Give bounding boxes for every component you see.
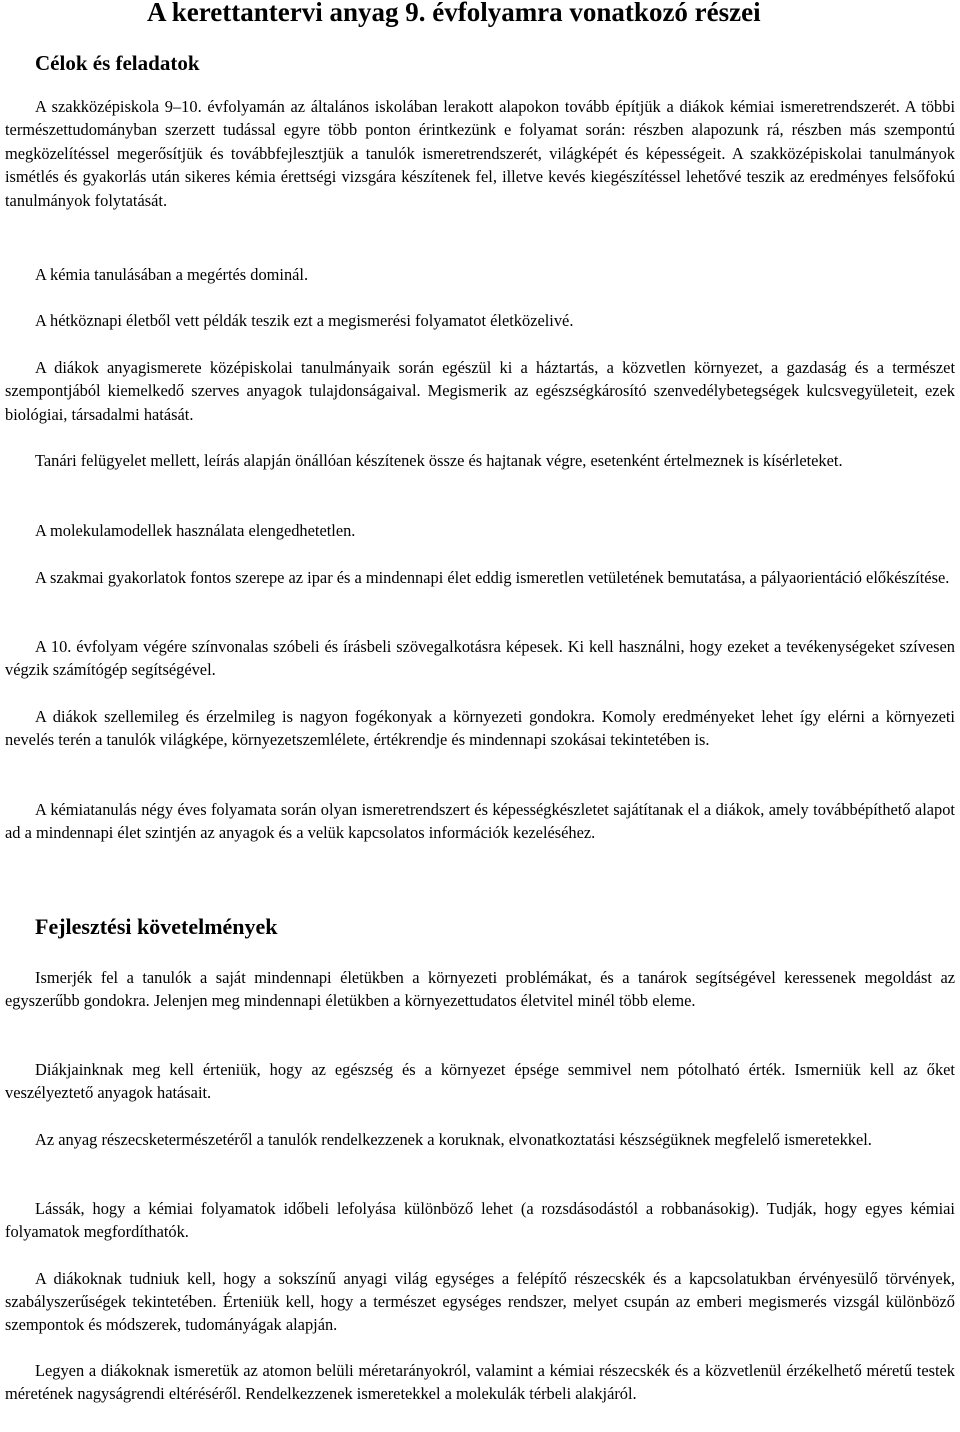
paragraph: Lássák, hogy a kémiai folyamatok időbeli lefolyása különböző lehet (a rozsdásodástól a robbanásokig). Tudják, hogy egyes kémiai folyamatok megfordíthatók. bbox=[5, 1199, 955, 1242]
paragraph: A hétköznapi életből vett példák teszik ezt a megismerési folyamatot életközelivé. bbox=[35, 311, 574, 330]
paragraph: Legyen a diákoknak ismeretük az atomon belüli méretarányokról, valamint a kémiai részecskék és a közvetlenül érzékelhető méretű testek méretének nagyságrendi eltéréséről. Rendelkezzenek ismeretekkel a molekulák térbeli alakjáról. bbox=[5, 1361, 955, 1404]
paragraph: A szakközépiskola 9–10. évfolyamán az általános iskolában lerakott alapokon tovább építjük a diákok kémiai ismeretrendszerét. A többi természettudományban szerzett tudással egyre több ponton érintkezünk e folyamat során: részben alapozunk rá, részben más szempontú megközelítéssel megerősítjük és továbbfejlesztjük a tanulók ismeretrendszerét, világképét és képességeit. A szakközépiskolai tanulmányok ismétlés és gyakorlás után sikeres kémia érettségi vizsgára készítenek fel, illetve kevés kiegészítéssel lehetővé teszik az eredményes felsőfokú tanulmányok folytatását. bbox=[5, 97, 955, 210]
paragraph: A kémia tanulásában a megértés dominál. bbox=[35, 265, 309, 284]
paragraph: A diákok szellemileg és érzelmileg is nagyon fogékonyak a környezeti gondokra. Komoly eredményeket lehet így elérni a környezeti nevelés terén a tanulók világképe, környezetszemlélete, értékrendje és mindennapi szokásai tekintetében is. bbox=[5, 707, 955, 750]
section-heading-fejlesztesi: Fejlesztési követelmények bbox=[35, 914, 278, 939]
paragraph: Tanári felügyelet mellett, leírás alapján önállóan készítenek össze és hajtanak végre, esetenként értelmeznek is kísérleteket. bbox=[35, 451, 843, 470]
section-heading-celok: Célok és feladatok bbox=[35, 51, 200, 75]
paragraph: Diákjainknak meg kell érteniük, hogy az egészség és a környezet épsége semmivel nem pótolható érték. Ismerniük kell az őket veszélyeztető anyagok hatásait. bbox=[5, 1060, 955, 1103]
paragraph: A molekulamodellek használata elengedhetetlen. bbox=[35, 521, 356, 540]
paragraph: A diákok anyagismerete középiskolai tanulmányaik során egészül ki a háztartás, a közvetlen környezet, a gazdaság és a természet szempontjából kiemelkedő szerves anyagok tulajdonságaival. Megismerik az egészségkárosító szenvedélybetegségek kulcsvegyületeit, ezek biológiai, társadalmi hatását. bbox=[5, 358, 955, 424]
paragraph: A diákoknak tudniuk kell, hogy a sokszínű anyagi világ egységes a felépítő részecskék és a kapcsolatukban érvényesülő törvények, szabályszerűségek tekintetében. Érteniük kell, hogy a természet egységes rendszer, melyet csupán az emberi megismerés vizsgál különböző szempontok és módszerek, tudományágak alapján. bbox=[5, 1269, 955, 1335]
paragraph: A 10. évfolyam végére színvonalas szóbeli és írásbeli szövegalkotásra képesek. Ki kell használni, hogy ezeket a tevékenységeket szívesen végzik számítógép segítségével. bbox=[5, 637, 955, 680]
paragraph: A kémiatanulás négy éves folyamata során olyan ismeretrendszert és képességkészletet sajátítanak el a diákok, amely továbbépíthető alapot ad a mindennapi élet szintjén az anyagok és a velük kapcsolatos információk kezeléséhez. bbox=[5, 800, 955, 843]
page-title: A kerettantervi anyag 9. évfolyamra vonatkozó részei bbox=[147, 0, 761, 27]
paragraph: Ismerjék fel a tanulók a saját mindennapi életükben a környezeti problémákat, és a tanárok segítségével keressenek megoldást az egyszerűbb gondokra. Jelenjen meg mindennapi életükben a környezettudatos életvitel minél több eleme. bbox=[5, 968, 955, 1011]
paragraph: Az anyag részecsketermészetéről a tanulók rendelkezzenek a koruknak, elvonatkoztatási készségüknek megfelelő ismeretekkel. bbox=[35, 1130, 872, 1149]
paragraph: A szakmai gyakorlatok fontos szerepe az ipar és a mindennapi élet eddig ismeretlen vetületének bemutatása, a pályaorientáció előkészítése. bbox=[35, 568, 950, 587]
